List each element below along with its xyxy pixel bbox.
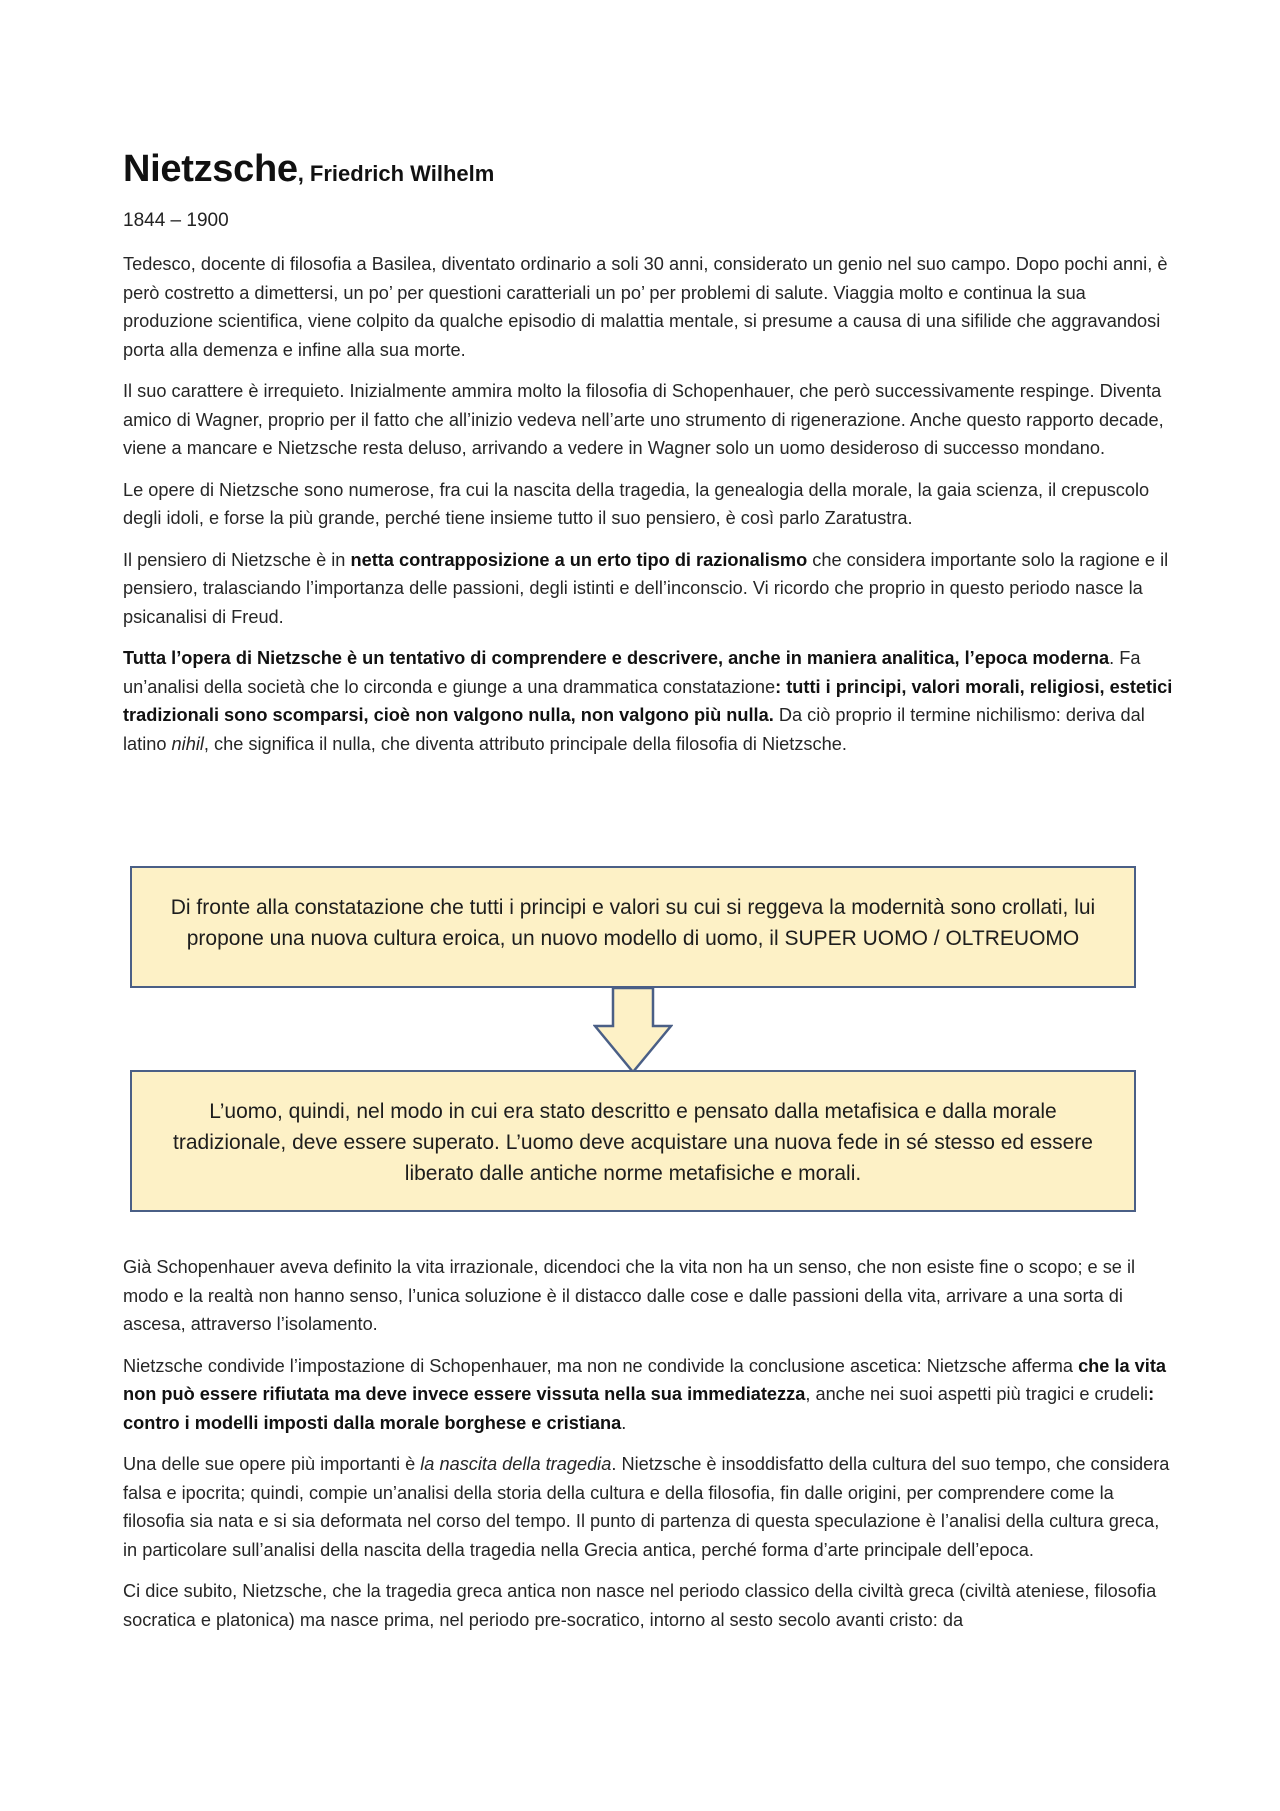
document-upper-section xyxy=(123,150,1173,771)
text-span: che considera importante solo la ragione e il pensiero, tralasciando l’importanza delle passioni, degli istinti e dell’inconscio. Vi ricordo che proprio in questo periodo nasce la psicanalisi di Freud. xyxy=(123,549,1169,627)
title-name: Nietzsche xyxy=(123,148,298,190)
paragraph-rationalism xyxy=(123,546,1173,632)
text-span: , anche nei suoi aspetti più tragici e crudeli xyxy=(805,1384,1149,1404)
paragraph-works: Le opere di Nietzsche sono numerose, fra cui la nascita della tragedia, la genealogia della morale, la gaia scienza, il crepuscolo degli idoli, e forse la più grande, perché tiene insieme tutto il suo pensiero, è così parlo Zaratustra. xyxy=(123,479,1150,528)
paragraph-nihilism xyxy=(123,644,1173,758)
down-arrow-icon xyxy=(593,986,673,1074)
document-lower-section xyxy=(123,1253,1173,1647)
text-span: , che significa il nulla, che diventa attributo principale della filosofia di Nietzsche. xyxy=(203,733,847,754)
bold-text: Tutta l’opera di Nietzsche è un tentativo di comprendere e descrivere, anche in maniera analitica, l’epoca moderna xyxy=(123,648,1110,668)
bold-text: : tutti i principi, valori morali, religiosi, estetici tradizionali sono scomparsi, cioè non valgono nulla, non valgono più nulla. xyxy=(123,676,1173,725)
concept-box-uomo: L’uomo, quindi, nel modo in cui era stato descritto e pensato dalla metafisica e dalla morale tradizionale, deve essere superato. L’uomo deve acquistare una nuova fede in sé stesso ed essere liberato dalle antiche norme metafisiche e morali. xyxy=(130,1070,1136,1212)
paragraph-tragedia-origini: Ci dice subito, Nietzsche, che la tragedia greca antica non nasce nel periodo classico della civiltà greca (civiltà ateniese, filosofia socratica e platonica) ma nasce prima, nel periodo pre-socratico, intorno al sesto secolo avanti cristo: da xyxy=(123,1581,1157,1630)
concept-diagram xyxy=(130,866,1140,1216)
bold-text: che la vita non può essere rifiutata ma deve invece essere vissuta nella sua immediatezza xyxy=(123,1355,1167,1404)
paragraph-biography: Tedesco, docente di filosofia a Basilea, diventato ordinario a soli 30 anni, considerato un genio nel suo campo. Dopo pochi anni, è però costretto a dimettersi, un po’ per questioni caratteriali un po’ per problemi di salute. Viaggia molto e continua la sua produzione scientifica, viene colpito da qualche episodio di malattia mentale, si presume a causa di una sifilide che aggravandosi porta alla demenza e infine alla sua morte. xyxy=(123,254,1168,360)
italic-text: la nascita della tragedia xyxy=(420,1454,612,1474)
text-span: Una delle sue opere più importanti è xyxy=(123,1454,421,1474)
paragraph-vita xyxy=(123,1352,1173,1438)
life-dates: 1844 – 1900 xyxy=(123,210,229,231)
text-span: . Nietzsche è insoddisfatto della cultura del suo tempo, che considera falsa e ipocrita; quindi, compie un’analisi della storia della cultura e della filosofia, fin dalle origini, per comprendere come la filosofia sia nata e si sia deformata nel corso del tempo. Il punto di partenza di questa speculazione è l’analisi della cultura greca, in particolare sull’analisi della nascita della tragedia nella Grecia antica, perché forma d’arte principale dell’epoca. xyxy=(123,1454,1170,1560)
paragraph-character: Il suo carattere è irrequieto. Inizialmente ammira molto la filosofia di Schopenhauer, che però successivamente respinge. Diventa amico di Wagner, proprio per il fatto che all’inizio vedeva nell’arte uno strumento di rigenerazione. Anche questo rapporto decade, viene a mancare e Nietzsche resta deluso, arrivando a vedere in Wagner solo un uomo desideroso di successo mondano. xyxy=(123,381,1164,458)
text-span: Da ciò proprio il termine nichilismo: deriva dal latino xyxy=(123,705,1145,754)
text-span: . xyxy=(621,1412,627,1433)
concept-box-superuomo: Di fronte alla constatazione che tutti i principi e valori su cui si reggeva la modernità sono crollati, lui propone una nuova cultura eroica, un nuovo modello di uomo, il SUPER UOMO / OLTREUOMO xyxy=(130,866,1136,988)
page-title xyxy=(123,150,1173,188)
text-span: . Fa un’analisi della società che lo circonda e giunge a una drammatica constatazione xyxy=(123,648,1141,697)
title-given-names: , Friedrich Wilhelm xyxy=(297,161,495,186)
paragraph-schopenhauer: Già Schopenhauer aveva definito la vita irrazionale, dicendoci che la vita non ha un senso, che non esiste fine o scopo; e se il modo e la realtà non hanno senso, l’unica soluzione è il distacco dalle cose e dalle passioni della vita, arrivare a una sorta di ascesa, attraverso l’isolamento. xyxy=(123,1257,1136,1334)
bold-text: : contro i modelli imposti dalla morale borghese e cristiana xyxy=(123,1384,1155,1433)
paragraph-tragedia xyxy=(123,1450,1173,1564)
italic-text: nihil xyxy=(171,733,204,754)
text-span: Il pensiero di Nietzsche è in xyxy=(123,549,351,570)
text-span: Nietzsche condivide l’impostazione di Schopenhauer, ma non ne condivide la conclusione ascetica: Nietzsche afferma xyxy=(123,1355,1079,1376)
bold-text: netta contrapposizione a un erto tipo di razionalismo xyxy=(350,549,808,570)
